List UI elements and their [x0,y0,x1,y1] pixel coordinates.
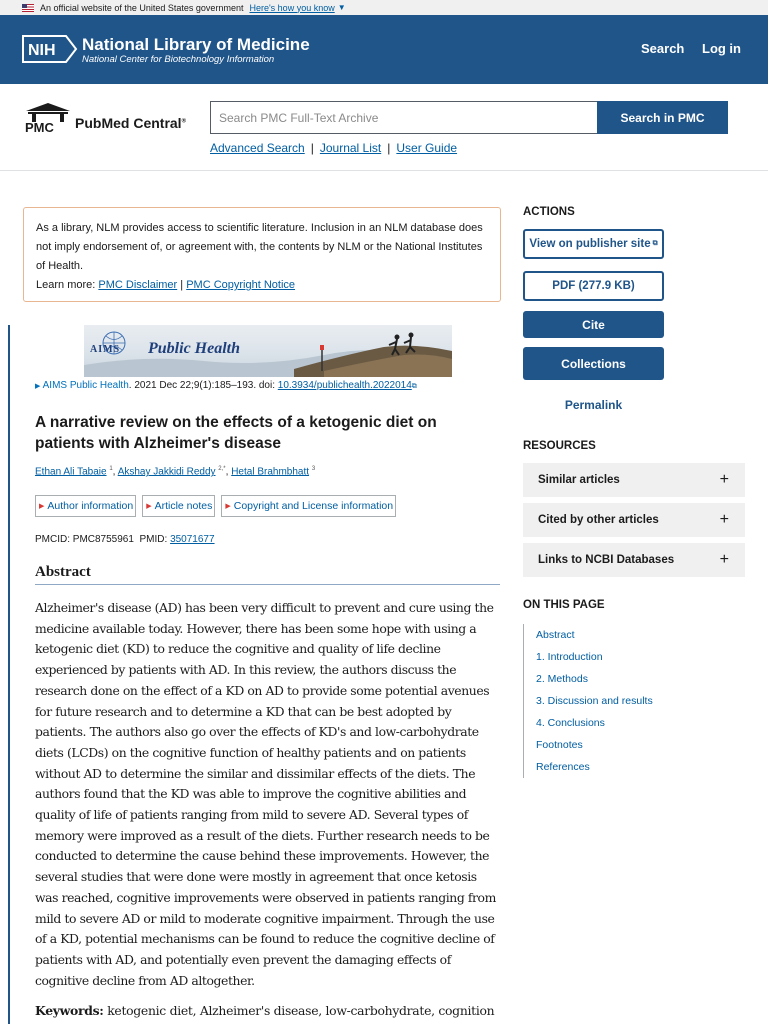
pmc-logo-icon[interactable] [24,101,72,133]
toc-item-conclusions[interactable]: 4. Conclusions [536,717,605,729]
pmc-logo-text: PMC [25,120,54,133]
triangle-right-icon[interactable]: ▶ [35,383,41,390]
article-notes-label: Article notes [154,500,213,512]
registered-mark: ® [181,118,186,125]
pmc-disclaimer-link[interactable]: PMC Disclaimer [98,279,178,291]
advanced-search-link[interactable]: Advanced Search [210,141,305,155]
plus-icon: + [719,471,729,488]
pmid-link[interactable]: 35071677 [170,534,215,545]
journal-banner-art [84,325,452,377]
journal-list-link[interactable]: Journal List [319,141,382,155]
nih-logo-icon[interactable] [22,34,78,64]
plus-icon: + [719,511,729,528]
toc-item-introduction[interactable]: 1. Introduction [536,651,603,663]
author-affiliation[interactable]: 2,* [218,466,226,472]
on-this-page-nav [523,624,723,778]
similar-articles-label: Similar articles [538,474,620,486]
header-divider [0,170,768,171]
author-information-label: Author information [47,500,134,512]
cited-by-accordion[interactable] [523,503,745,537]
nlm-subtitle: National Center for Biotechnology Information [82,54,275,65]
author-link[interactable]: Akshay Jakkidi Reddy [117,466,216,478]
nlm-disclaimer [23,207,501,302]
pmc-search-input[interactable] [210,101,598,134]
pdf-button[interactable]: PDF (277.9 KB) [523,271,664,301]
header-search-button[interactable]: Search [641,41,685,56]
pmc-copyright-link[interactable]: PMC Copyright Notice [186,279,296,291]
login-button[interactable]: Log in [702,41,741,56]
ncbi-links-label: Links to NCBI Databases [538,554,675,566]
author-separator: , [225,466,232,478]
nih-logo-text: NIH [28,42,56,59]
external-link-icon[interactable]: ⧉ [411,383,417,390]
user-guide-link[interactable]: User Guide [396,141,458,155]
plus-icon: + [719,551,729,568]
gov-banner-link[interactable]: Here's how you know [249,2,335,13]
toc-item-methods[interactable]: 2. Methods [536,673,588,685]
pmcid: PMCID: PMC8755961 [35,534,134,545]
toc-item-abstract[interactable]: Abstract [536,629,575,641]
pmc-title[interactable] [75,115,186,131]
chevron-down-icon[interactable]: ▼ [337,3,346,12]
disclaimer-separator: | [177,279,187,291]
external-link-icon: ⧉ [652,240,658,247]
search-in-pmc-button[interactable]: Search in PMC [597,101,728,134]
author-link[interactable]: Hetal Brahmbhatt [231,466,310,478]
keywords-label: Keywords: [35,1003,104,1018]
similar-articles-accordion[interactable] [523,463,745,497]
toc-item-references[interactable]: References [536,761,590,773]
author-information-button[interactable] [35,495,136,517]
copyright-license-label: Copyright and License information [233,500,394,512]
permalink-button[interactable]: Permalink [564,398,623,412]
view-publisher-button[interactable] [523,229,664,259]
author-link[interactable]: Ethan Ali Tabaie [35,466,107,478]
article-info-tabs [35,495,396,517]
journal-banner-aims: AIMS [90,344,121,355]
view-publisher-label: View on publisher site [529,238,651,250]
citation-text: . 2021 Dec 22;9(1):185–193. doi: [128,380,278,391]
ncbi-links-accordion[interactable] [523,543,745,577]
triangle-right-icon: ▶ [39,503,45,510]
triangle-right-icon: ▶ [225,503,231,510]
author-list [35,466,315,477]
journal-banner[interactable] [84,325,452,377]
pmc-title-text: PubMed Central [75,115,182,131]
resources-heading: RESOURCES [523,440,596,452]
cited-by-label: Cited by other articles [538,514,659,526]
actions-heading: ACTIONS [523,206,575,218]
journal-banner-title: Public Health [148,340,240,357]
journal-name-link[interactable]: AIMS Public Health [42,380,129,391]
keywords-list: ketogenic diet, Alzheimer's disease, low-carbohydrate, cognition [107,1003,495,1018]
toc-item-footnotes[interactable]: Footnotes [536,739,583,751]
nlm-header [0,15,768,84]
abstract-text: Alzheimer's disease (AD) has been very difficult to prevent and cure using the medicine available today. However, there has been some hope with using a ketogenic diet (KD) to reduce the cognitive and quality of life decline experienced by patients with AD. In this review, the authors discuss the research done on the effect of a KD on AD to provide some potential avenues for future research and to determine a KD that can be best adopted by patients. The authors also go over the effects of KD's and low-carbohydrate diets (LCDs) on the cognitive function of healthy patients and on patients without AD to determine the similar and dissimilar effects of the diets. The authors found that the KD was able to improve the cognitive abilities and quality of life of patients ranging from mild to severe AD. Several types of memory were improved as a result of the diets. Further research needs to be conducted to determine the cause behind these improvements. However, the several studies that were done were mostly in agreement that once ketosis was reached, cognitive improvements were observed in patients ranging from mild to severe AD or mild to moderate cognitive impairment. Through the use of a KD, potential mechanisms can be found to reduce the cognitive decline of patients with AD, and potentially even prevent the damaging effects of cognitive decline from AD altogether. [35,600,496,988]
doi-link[interactable]: 10.3934/publichealth.2022014 [277,380,412,391]
cite-button[interactable]: Cite [523,311,664,338]
pmc-sub-links: Advanced Search | Journal List | User Guide [210,141,458,155]
author-affiliation[interactable]: 1 [109,466,113,472]
us-flag-icon [22,4,34,12]
disclaimer-text: As a library, NLM provides access to scientific literature. Inclusion in an NLM database does not imply endorsement of, or agreement with, the contents by NLM or the National Institutes of Health. [36,222,483,272]
copyright-license-button[interactable] [221,495,396,517]
triangle-right-icon: ▶ [146,503,152,510]
nlm-title[interactable]: National Library of Medicine [82,35,310,54]
learn-more-label: Learn more: [36,279,96,291]
citation-line [35,380,417,391]
author-separator: , [112,466,118,478]
article-ids [35,534,215,545]
toc-item-discussion[interactable]: 3. Discussion and results [536,695,653,707]
author-affiliation[interactable]: 3 [311,466,316,472]
article-notes-button[interactable] [142,495,215,517]
gov-banner [0,0,768,15]
on-this-page-heading: ON THIS PAGE [523,599,605,611]
article-title: A narrative review on the effects of a ketogenic diet on patients with Alzheimer's disease [35,414,437,452]
collections-button[interactable]: Collections [523,347,664,380]
article-left-accent [8,325,10,1024]
abstract-divider [35,584,500,585]
abstract-heading: Abstract [35,564,91,580]
pmid-label: PMID: [139,534,168,545]
gov-banner-text: An official website of the United States government [40,2,244,13]
keywords [35,1003,494,1018]
